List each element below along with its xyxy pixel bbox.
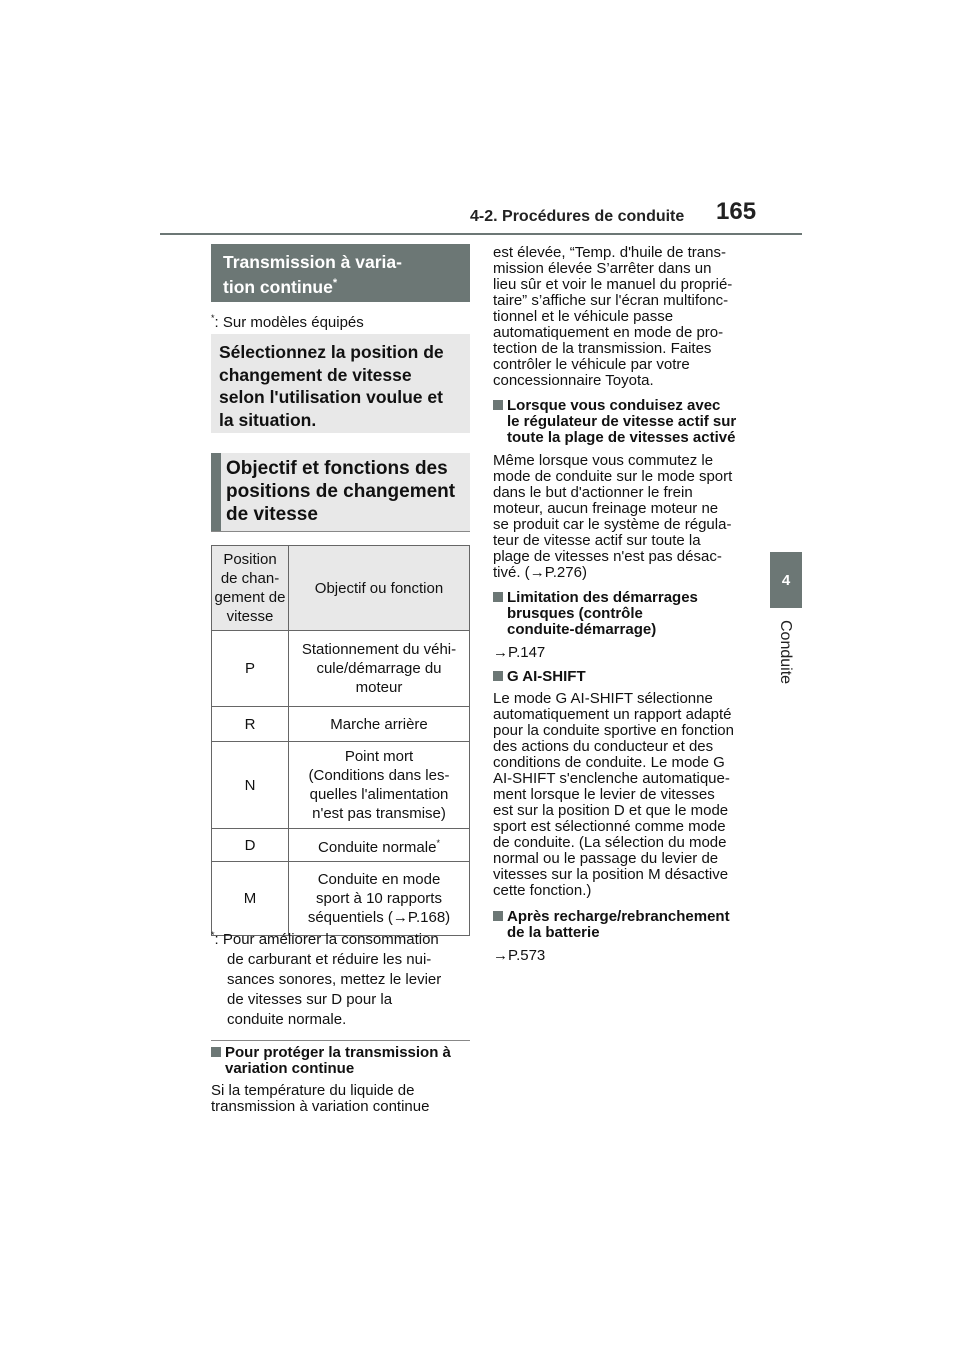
section-heading-line: Objectif et fonctions des bbox=[226, 458, 448, 479]
protect-body-right: est élevée, “Temp. d'huile de trans- mission élevée S’arrêter dans un lieu sûr et voir le manuel du proprié- taire” s’affiche sur l'écran multifonc- tionnel et le véhicule passe automatiquement en mode de pro- tection de la transmission. Faites contrôler le véhicule par votre concessionnaire Toyota. bbox=[493, 244, 733, 389]
square-bullet-icon bbox=[493, 911, 503, 921]
function-text: Conduite en mode sport à 10 rapports séquentiels ( bbox=[307, 871, 442, 926]
function-cell: Marche arrière bbox=[289, 707, 470, 742]
subheading-battery: Après recharge/rebranchement de la batterie bbox=[493, 909, 730, 941]
table-header-row bbox=[212, 546, 470, 631]
position-cell: D bbox=[212, 829, 289, 862]
section-heading-line: positions de changement bbox=[226, 481, 456, 502]
title-footnote-marker: * bbox=[332, 277, 338, 289]
position-cell: R bbox=[212, 707, 289, 742]
intro-line: selon l'utilisation voulue et bbox=[219, 387, 443, 407]
function-cell: Stationnement du véhi- cule/démarrage du moteur bbox=[289, 631, 470, 707]
page-reference-link[interactable]: P.276) bbox=[544, 564, 587, 581]
intro-line: changement de vitesse bbox=[219, 364, 412, 385]
subheading-cruise: Lorsque vous conduisez avec le régulateur de vitesse actif sur toute la plage de vitesses activé bbox=[493, 398, 736, 446]
square-bullet-icon bbox=[493, 592, 503, 602]
arrow-icon: → bbox=[493, 644, 508, 661]
arrow-icon: → bbox=[529, 564, 545, 581]
footnote-text: : Pour améliorer la consommation bbox=[214, 931, 439, 948]
intro-line: Sélectionnez la position de bbox=[219, 342, 444, 362]
square-bullet-icon bbox=[493, 671, 503, 681]
page-reference-link[interactable]: P.168) bbox=[407, 909, 451, 926]
footnote-equipped bbox=[211, 313, 364, 331]
section-rule bbox=[211, 531, 470, 532]
footnote-marker: * bbox=[211, 930, 215, 940]
shift-position-table bbox=[211, 545, 470, 936]
battery-reference bbox=[493, 947, 545, 964]
position-cell: M bbox=[212, 862, 289, 936]
subheading-protect: Pour protéger la transmission à variation continue bbox=[211, 1045, 451, 1077]
arrow-icon: → bbox=[493, 947, 508, 964]
table-row bbox=[212, 707, 470, 742]
cruise-body: Même lorsque vous commutez le mode de conduite sur le mode sport dans le but d'actionner le frein moteur, aucun freinage moteur ne se produit car le système de régula- teur de vitesse actif sur toute la plage de vitesses n'est pas désac- tivé. (→P.276) bbox=[493, 452, 733, 581]
function-cell: Point mort (Conditions dans les- quelles l'alimentation n'est pas transmise) bbox=[289, 742, 470, 829]
protect-body-left: Si la température du liquide de transmission à variation continue bbox=[211, 1082, 430, 1115]
page-number: 165 bbox=[716, 198, 757, 225]
header-rule bbox=[160, 233, 802, 235]
page-title bbox=[211, 244, 470, 302]
intro-box bbox=[211, 334, 470, 433]
position-cell: P bbox=[212, 631, 289, 707]
function-text: Conduite normale bbox=[318, 838, 437, 856]
subheading-sudden-start: Limitation des démarrages brusques (contrôle conduite-démarrage) bbox=[493, 590, 698, 638]
chapter-tab[interactable]: 4 bbox=[770, 552, 802, 608]
page-title-text: Transmission à varia- tion continue bbox=[223, 252, 402, 297]
column-header-position: Position de chan- gement de vitesse bbox=[212, 546, 289, 631]
page-reference-link[interactable]: P.573 bbox=[508, 947, 546, 964]
square-bullet-icon bbox=[493, 400, 503, 410]
table-row bbox=[212, 742, 470, 829]
chapter-tab-label: Conduite bbox=[777, 620, 794, 685]
section-title: 4-2. Procédures de conduite bbox=[470, 208, 685, 225]
table-row bbox=[212, 829, 470, 862]
arrow-icon: → bbox=[392, 909, 408, 926]
intro-line: la situation. bbox=[219, 409, 317, 430]
table-row bbox=[212, 631, 470, 707]
page-reference-link[interactable]: P.147 bbox=[508, 644, 546, 661]
footnote-normal bbox=[211, 925, 473, 1030]
subheading-ai-shift: G AI-SHIFT bbox=[493, 669, 586, 685]
footnote-text-continued: de carburant et réduire les nui- sances sonores, mettez le levier de vitesses sur D pour la conduite normale. bbox=[227, 951, 442, 1028]
footnote-text: : Sur modèles équipés bbox=[214, 314, 364, 331]
ai-shift-body: Le mode G AI-SHIFT sélectionne automatiquement un rapport adapté pour la conduite sportive en fonction des actions du conducteur et des conditions de conduite. Le mode G AI-SHIFT s'enclenche automatique- ment lorsque le levier de vitesses est sur la position D et que le mode sport est sélectionné comme mode de conduite. (La sélection du mode normal ou le passage du levier de vitesses sur la position M désactive cette fonction.) bbox=[493, 690, 734, 899]
section-heading bbox=[211, 453, 470, 532]
section-heading-line: de vitesse bbox=[226, 504, 318, 525]
square-bullet-icon bbox=[211, 1047, 221, 1057]
sudden-start-reference bbox=[493, 644, 545, 661]
footnote-marker: * bbox=[436, 837, 440, 848]
function-cell bbox=[289, 829, 470, 862]
column-header-function: Objectif ou fonction bbox=[289, 546, 470, 631]
footnote-marker: * bbox=[211, 313, 215, 323]
position-cell: N bbox=[212, 742, 289, 829]
section-rule bbox=[211, 1040, 470, 1041]
